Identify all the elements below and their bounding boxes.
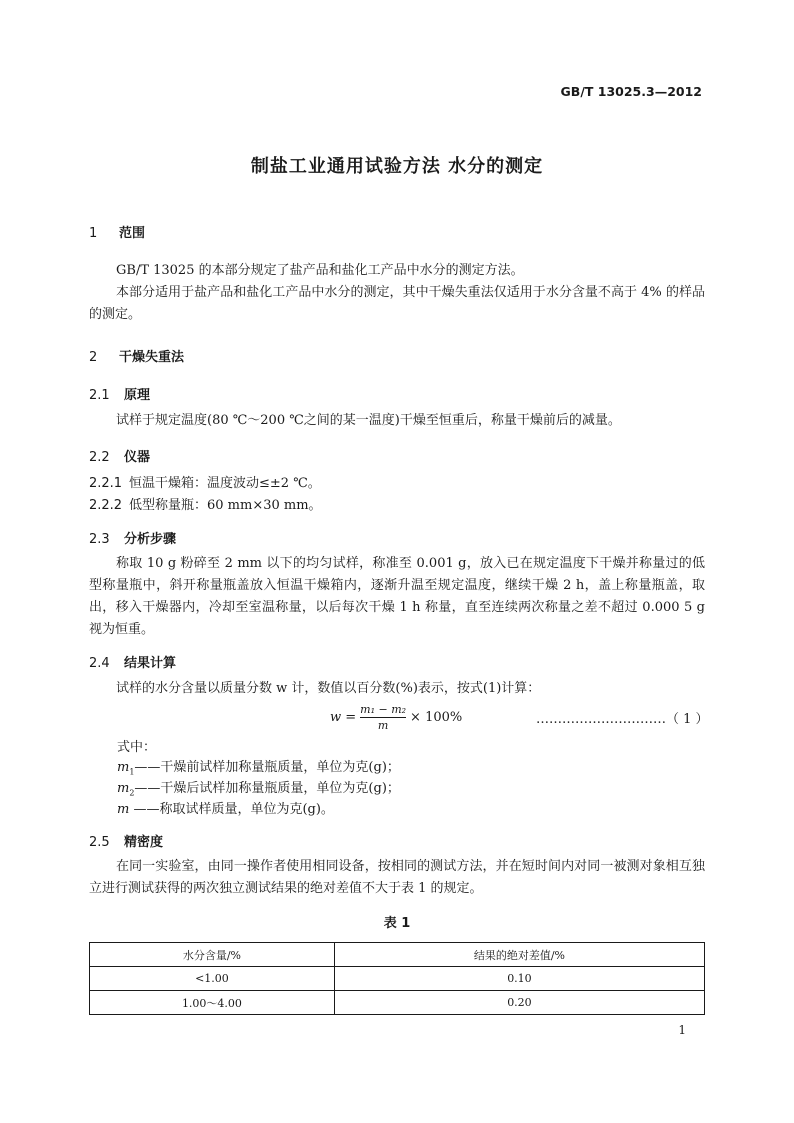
section-title: 仪器 [124, 450, 151, 465]
table-header-row [90, 943, 705, 967]
page-number: 1 [678, 1023, 686, 1037]
precision-table [89, 942, 705, 1015]
formula-denominator: m [377, 719, 389, 732]
paragraph: 本部分适用于盐产品和盐化工产品中水分的测定，其中干燥失重法仅适用于水分含量不高于 4% 的样品的测定。 [89, 285, 705, 322]
table-header-cell: 结果的绝对差值/% [334, 943, 704, 967]
variable-definition [117, 799, 334, 821]
section-number: 2.3 [89, 532, 110, 547]
section-2-1-heading [89, 384, 150, 403]
section-2-3-heading [89, 528, 176, 547]
section-title: 精密度 [124, 835, 164, 850]
clause-text: 恒温干燥箱：温度波动≤±2 ℃。 [129, 476, 321, 491]
section-title: 原理 [124, 388, 151, 403]
fraction-bar [360, 717, 406, 718]
section-title: 结果计算 [124, 656, 177, 671]
variable-description: ——干燥后试样加称量瓶质量，单位为克(g)； [134, 781, 400, 796]
document-title: 制盐工业通用试验方法 水分的测定 [250, 156, 544, 177]
table-header-cell: 水分含量/% [90, 943, 335, 967]
clause-2-2-1 [89, 473, 321, 495]
standard-code: GB/T 13025.3—2012 [560, 84, 702, 99]
paragraph: 试样于规定温度(80 ℃～200 ℃之间的某一温度)干燥至恒重后，称量干燥前后的减量。 [116, 413, 621, 428]
formula-fraction [360, 703, 406, 732]
section-number: 2 [89, 350, 98, 365]
paragraph: 在同一实验室，由同一操作者使用相同设备，按相同的测试方法，并在短时间内对同一被测对象相互独立进行测试获得的两次独立测试结果的绝对差值不大于表 1 的规定。 [89, 859, 705, 896]
variable-description: ——干燥前试样加称量瓶质量，单位为克(g)； [134, 760, 400, 775]
variable-symbol: m [117, 781, 130, 796]
section-2-2-heading [89, 446, 150, 465]
section-title: 干燥失重法 [119, 350, 185, 365]
section-2-4-heading [89, 652, 176, 671]
section-number: 2.1 [89, 388, 110, 403]
variable-subscript: 1 [129, 767, 135, 777]
table-cell: 0.10 [334, 967, 704, 991]
formula-numerator: m₁ − m₂ [360, 703, 407, 716]
table-cell: 1.00～4.00 [90, 991, 335, 1015]
paragraph: GB/T 13025 的本部分规定了盐产品和盐化工产品中水分的测定方法。 [116, 263, 524, 278]
clause-text: 低型称量瓶：60 mm×30 mm。 [129, 498, 322, 513]
variable-description: ——称取试样质量，单位为克(g)。 [129, 802, 334, 817]
where-label: 式中： [117, 740, 157, 755]
table-caption: 表 1 [383, 916, 411, 931]
formula-lhs: w = [330, 710, 357, 725]
table-cell: 0.20 [334, 991, 704, 1015]
section-2-5-heading [89, 831, 163, 850]
paragraph: 试样的水分含量以质量分数 w 计，数值以百分数(%)表示，按式(1)计算： [116, 681, 541, 696]
table-row [90, 991, 705, 1015]
variable-symbol: m [117, 802, 130, 817]
section-title: 范围 [119, 226, 146, 241]
paragraph: 称取 10 g 粉碎至 2 mm 以下的均匀试样，称准至 0.001 g，放入已在规定温度下干燥并称量过的低型称量瓶中，斜开称量瓶盖放入恒温干燥箱内，逐渐升温至规定温度，继续干燥 2 h，盖上称量瓶盖，取出，移入干燥器内，冷却至室温称量，以后每次干燥 1 h 称量，直至连续两次称量之差不超过 0.000 5 g 视为恒重。 [89, 556, 705, 637]
section-number: 2.5 [89, 835, 110, 850]
section-1-heading [89, 222, 145, 241]
clause-2-2-2 [89, 495, 322, 517]
formula-rhs: × 100% [410, 710, 463, 725]
section-number: 1 [89, 226, 98, 241]
table-row [90, 967, 705, 991]
section-number: 2.4 [89, 656, 110, 671]
variable-subscript: 2 [129, 788, 135, 798]
equation-number: …………………………（ 1 ） [536, 712, 709, 727]
table-cell: <1.00 [90, 967, 335, 991]
clause-number: 2.2.2 [89, 498, 123, 513]
formula-1 [330, 703, 462, 732]
section-2-heading [89, 346, 184, 365]
variable-symbol: m [117, 760, 130, 775]
clause-number: 2.2.1 [89, 476, 123, 491]
section-number: 2.2 [89, 450, 110, 465]
section-title: 分析步骤 [124, 532, 177, 547]
